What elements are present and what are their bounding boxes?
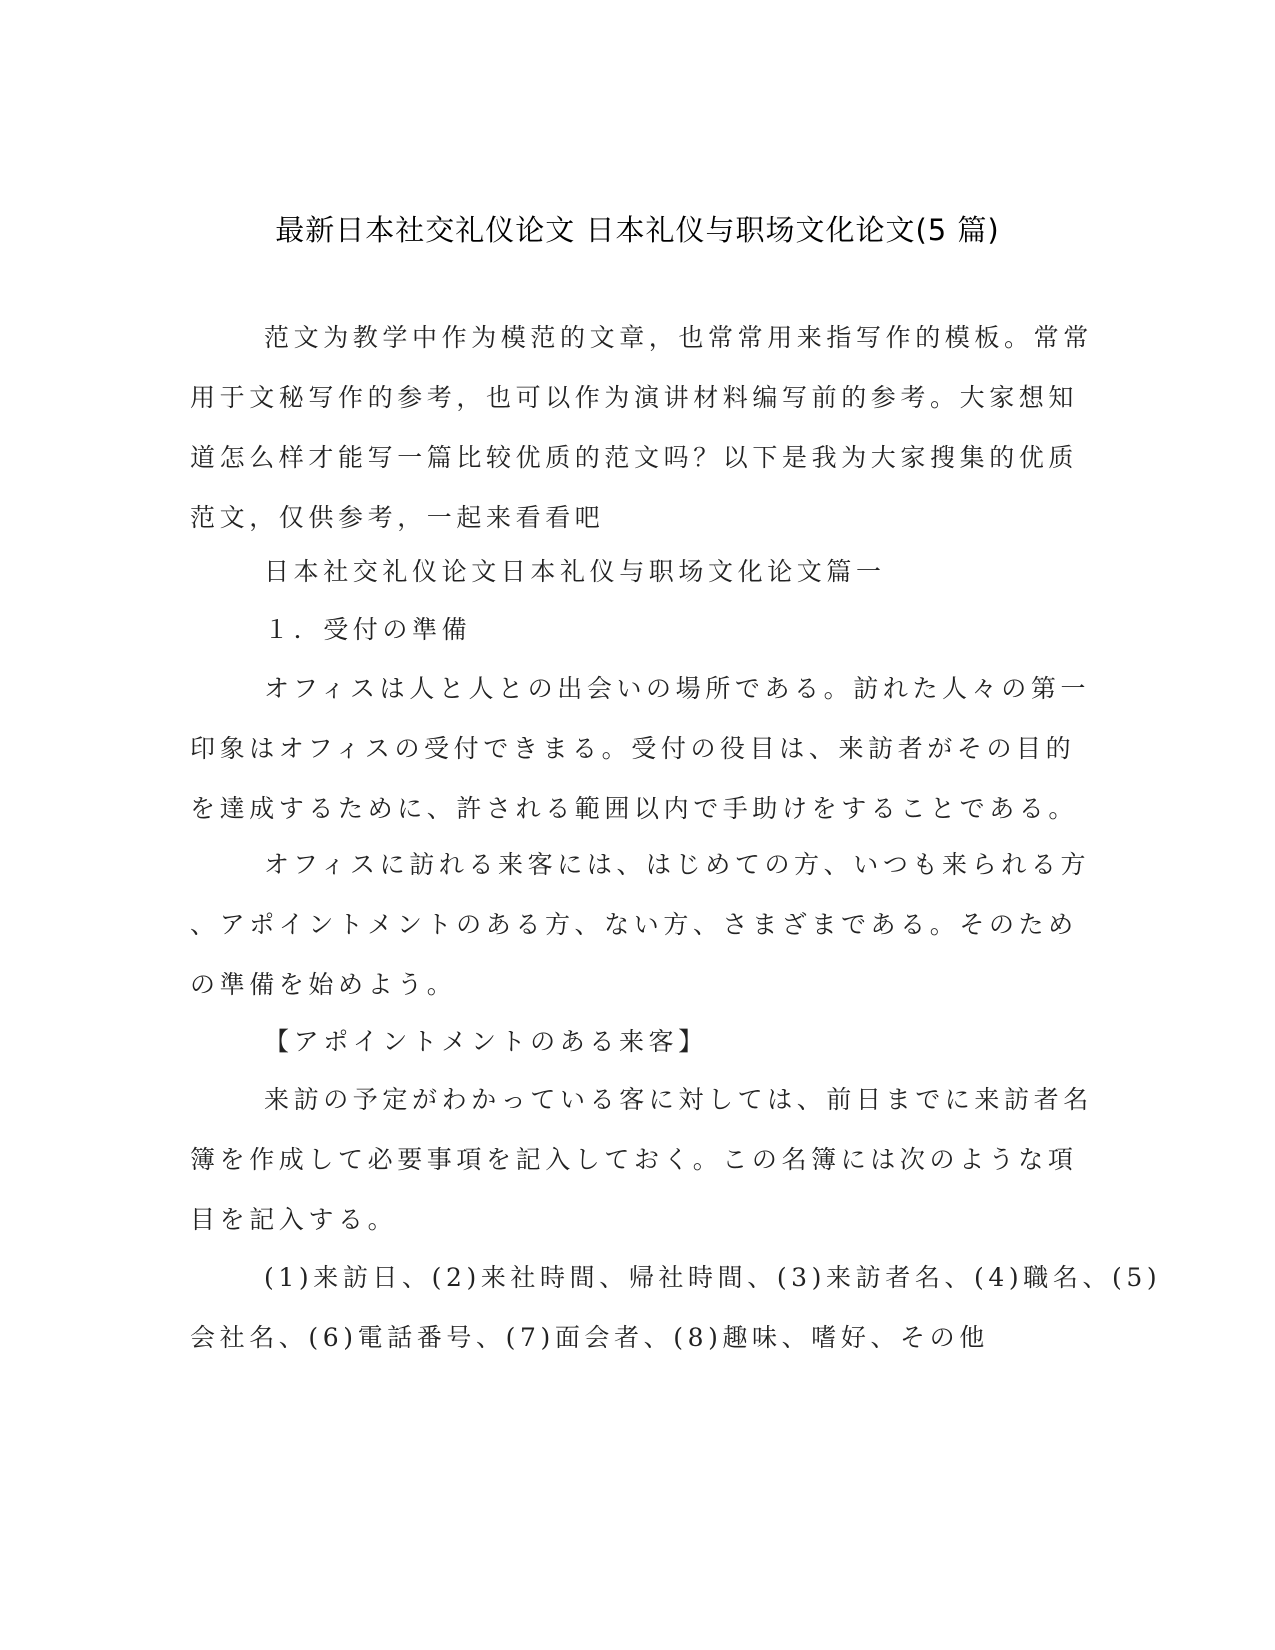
intro-paragraph	[190, 308, 1093, 548]
paragraph-3	[190, 1070, 1093, 1250]
bracket-heading-text: 【アポイントメントのある来客】	[264, 1027, 708, 1056]
paragraph-line: 、アポイントメントのある方、ない方、さまざまである。そのため	[190, 910, 1078, 939]
subsection-heading-text: １．受付の準備	[264, 615, 472, 644]
paragraph-line: 目を記入する。	[190, 1205, 398, 1234]
intro-line: 道怎么样才能写一篇比较优质的范文吗？以下是我为大家搜集的优质	[190, 443, 1079, 472]
bracket-heading	[190, 1012, 1075, 1072]
paragraph-4	[190, 1248, 1162, 1368]
section-heading-text: 日本社交礼仪论文日本礼仪与职场文化论文篇一	[264, 557, 886, 586]
document-title: 最新日本社交礼仪论文 日本礼仪与职场文化论文(5 篇)	[275, 213, 1000, 247]
paragraph-line: 会社名、(6)電話番号、(7)面会者、(8)趣味、嗜好、その他	[190, 1323, 989, 1352]
paragraph-line: オフィスに訪れる来客には、はじめての方、いつも来られる方	[264, 850, 1091, 879]
paragraph-line: の準備を始めよう。	[190, 970, 457, 999]
intro-line: 用于文秘写作的参考，也可以作为演讲材料编写前的参考。大家想知	[190, 383, 1079, 412]
section-heading	[190, 542, 1075, 602]
paragraph-line: オフィスは人と人との出会いの場所である。訪れた人々の第一	[264, 674, 1091, 703]
paragraph-2	[190, 835, 1091, 1015]
paragraph-1	[190, 659, 1091, 839]
subsection-heading	[190, 600, 1075, 660]
paragraph-line: 印象はオフィスの受付できまる。受付の役目は、来訪者がその目的	[190, 734, 1076, 763]
intro-line: 范文为教学中作为模范的文章，也常常用来指写作的模板。常常	[264, 323, 1093, 352]
intro-line: 范文，仅供参考，一起来看看吧	[190, 503, 605, 532]
paragraph-line: を達成するために、許される範囲以内で手助けをすることである。	[190, 794, 1079, 823]
paragraph-line: 簿を作成して必要事項を記入しておく。この名簿には次のような項	[190, 1145, 1078, 1174]
paragraph-line: 来訪の予定がわかっている客に対しては、前日までに来訪者名	[264, 1085, 1093, 1114]
paragraph-line: (1)来訪日、(2)来社時間、帰社時間、(3)来訪者名、(4)職名、(5)	[264, 1263, 1162, 1292]
